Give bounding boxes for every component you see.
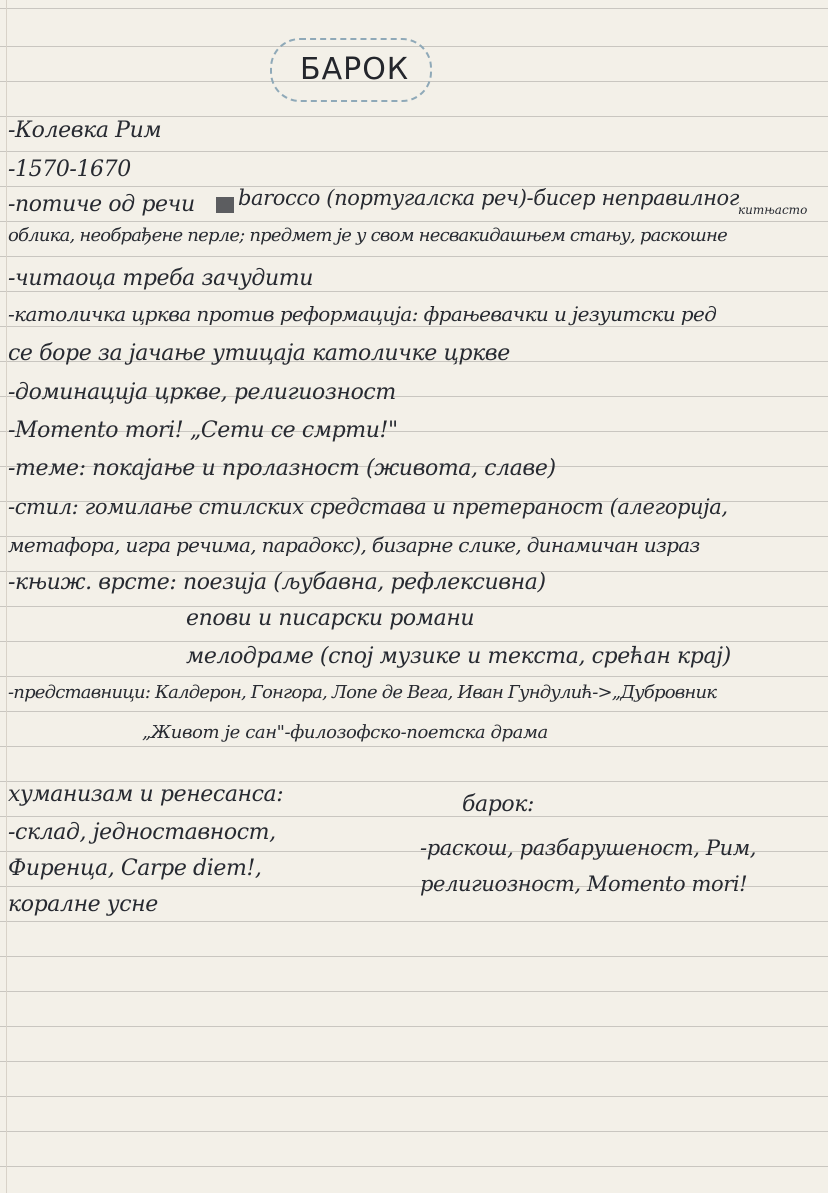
page-title: БАРОК xyxy=(300,52,410,87)
note-annotation-ornate: китњасто xyxy=(738,203,808,217)
note-line-genres-melodrama: мелодраме (спој музике и текста, срећан крај) xyxy=(186,644,731,669)
note-line-themes: -теме: покајање и пролазност (живота, славе) xyxy=(8,456,556,481)
note-line-dominance: -доминација цркве, религиозност xyxy=(8,380,396,405)
note-line-cradle: -Колевка Рим xyxy=(8,118,162,143)
note-line-style: -стил: гомилање стилских средстава и претераност (алегорија, xyxy=(8,495,728,519)
crossed-out-scribble xyxy=(216,197,234,213)
comparison-left-line: Фиренца, Carpe diem!, xyxy=(8,856,262,881)
comparison-right-line: -раскош, разбарушеност, Рим, xyxy=(420,836,756,860)
note-line-origin: -потиче од речи xyxy=(8,192,195,217)
note-line-style-cont: метафора, игра речима, парадокс), бизарне слике, динамичан израз xyxy=(8,533,700,557)
note-line-life-is-dream: „Живот је сан"-филозофско-поетска драма xyxy=(142,722,548,743)
comparison-left-line: -склад, једноставност, xyxy=(8,820,276,845)
note-line-representatives: -представници: Калдерон, Гонгора, Лопе де Вега, Иван Гундулић->„Дубровник xyxy=(8,682,717,703)
note-line-reader: -читаоца треба зачудити xyxy=(8,266,313,291)
note-line-memento: -Momento mori! „Сети се смрти!" xyxy=(8,418,398,443)
margin-line xyxy=(6,0,7,1193)
comparison-left-line: коралне усне xyxy=(8,892,158,917)
note-line-shape: облика, необрађене перле; предмет је у свом несвакидашњем стању, раскошне xyxy=(8,225,727,246)
note-line-church: -католичка црква против реформација: фрањевачки и језуитски ред xyxy=(8,302,717,326)
comparison-right-line: религиозност, Momento mori! xyxy=(420,872,748,896)
note-line-church-cont: се боре за јачање утицаја католичке цркве xyxy=(8,341,510,366)
note-line-genres-epics: епови и писарски романи xyxy=(186,606,475,631)
note-line-origin-word: barocco (португалска реч)-бисер неправилног xyxy=(238,186,740,210)
note-line-genres: -књиж. врсте: поезија (љубавна, рефлексивна) xyxy=(8,570,546,595)
comparison-left-heading: хуманизам и ренесанса: xyxy=(8,782,284,807)
note-line-period: -1570-1670 xyxy=(8,157,131,182)
comparison-right-heading: барок: xyxy=(462,792,535,817)
